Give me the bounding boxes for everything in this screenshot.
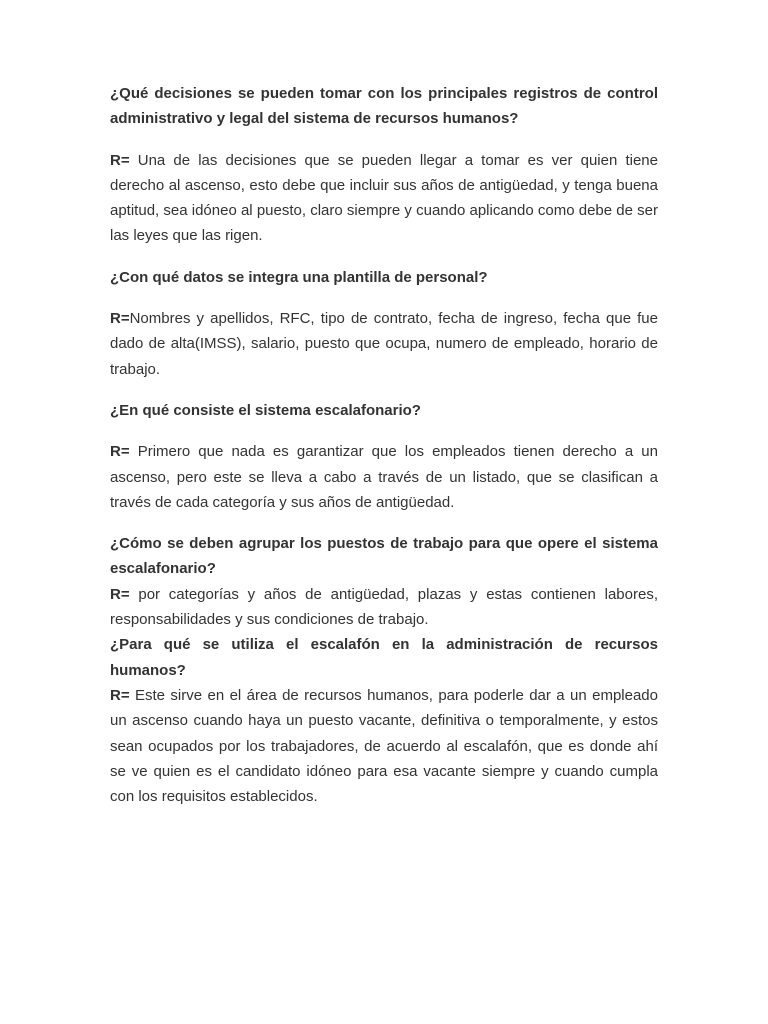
answer-5	[110, 683, 658, 809]
answer-text: por categorías y años de antigüedad, plazas y estas contienen labores, responsabilidades y sus condiciones de trabajo.	[110, 585, 658, 629]
question-4: ¿Cómo se deben agrupar los puestos de trabajo para que opere el sistema escalafonario?	[110, 535, 658, 578]
answer-label: R=	[110, 686, 130, 704]
document-body	[110, 81, 658, 809]
answer-text: Primero que nada es garantizar que los empleados tienen derecho a un ascenso, pero este se lleva a cabo a través de un listado, que se clasifican a través de cada categoría y sus años de antigüedad.	[110, 443, 658, 511]
question-3: ¿En qué consiste el sistema escalafonario?	[110, 401, 421, 419]
answer-3	[110, 439, 658, 515]
answer-text: Este sirve en el área de recursos humanos, para poderle dar a un empleado un ascenso cuando haya un puesto vacante, definitiva o temporalmente, y estos sean ocupados por los trabajadores, de acuerdo al escalafón, que es donde ahí se ve quien es el candidato idóneo para esa vacante siempre y cuando cumpla con los requisitos establecidos.	[110, 686, 658, 806]
answer-label: R=	[110, 151, 130, 169]
answer-1	[110, 148, 658, 249]
question-2: ¿Con qué datos se integra una plantilla de personal?	[110, 268, 488, 286]
answer-label: R=	[110, 310, 130, 328]
answer-2	[110, 306, 658, 382]
answer-4	[110, 582, 658, 633]
question-5: ¿Para qué se utiliza el escalafón en la administración de recursos humanos?	[110, 636, 658, 679]
question-1: ¿Qué decisiones se pueden tomar con los principales registros de control administrativo y legal del sistema de recursos humanos?	[110, 85, 658, 128]
answer-text: Nombres y apellidos, RFC, tipo de contrato, fecha de ingreso, fecha que fue dado de alta(IMSS), salario, puesto que ocupa, numero de empleado, horario de trabajo.	[110, 310, 658, 378]
answer-label: R=	[110, 443, 130, 461]
answer-text: Una de las decisiones que se pueden llegar a tomar es ver quien tiene derecho al ascenso, esto debe que incluir sus años de antigüedad, y tenga buena aptitud, sea idóneo al puesto, claro siempre y cuando aplicando como debe de ser las leyes que las rigen.	[110, 151, 658, 245]
answer-label: R=	[110, 585, 130, 603]
